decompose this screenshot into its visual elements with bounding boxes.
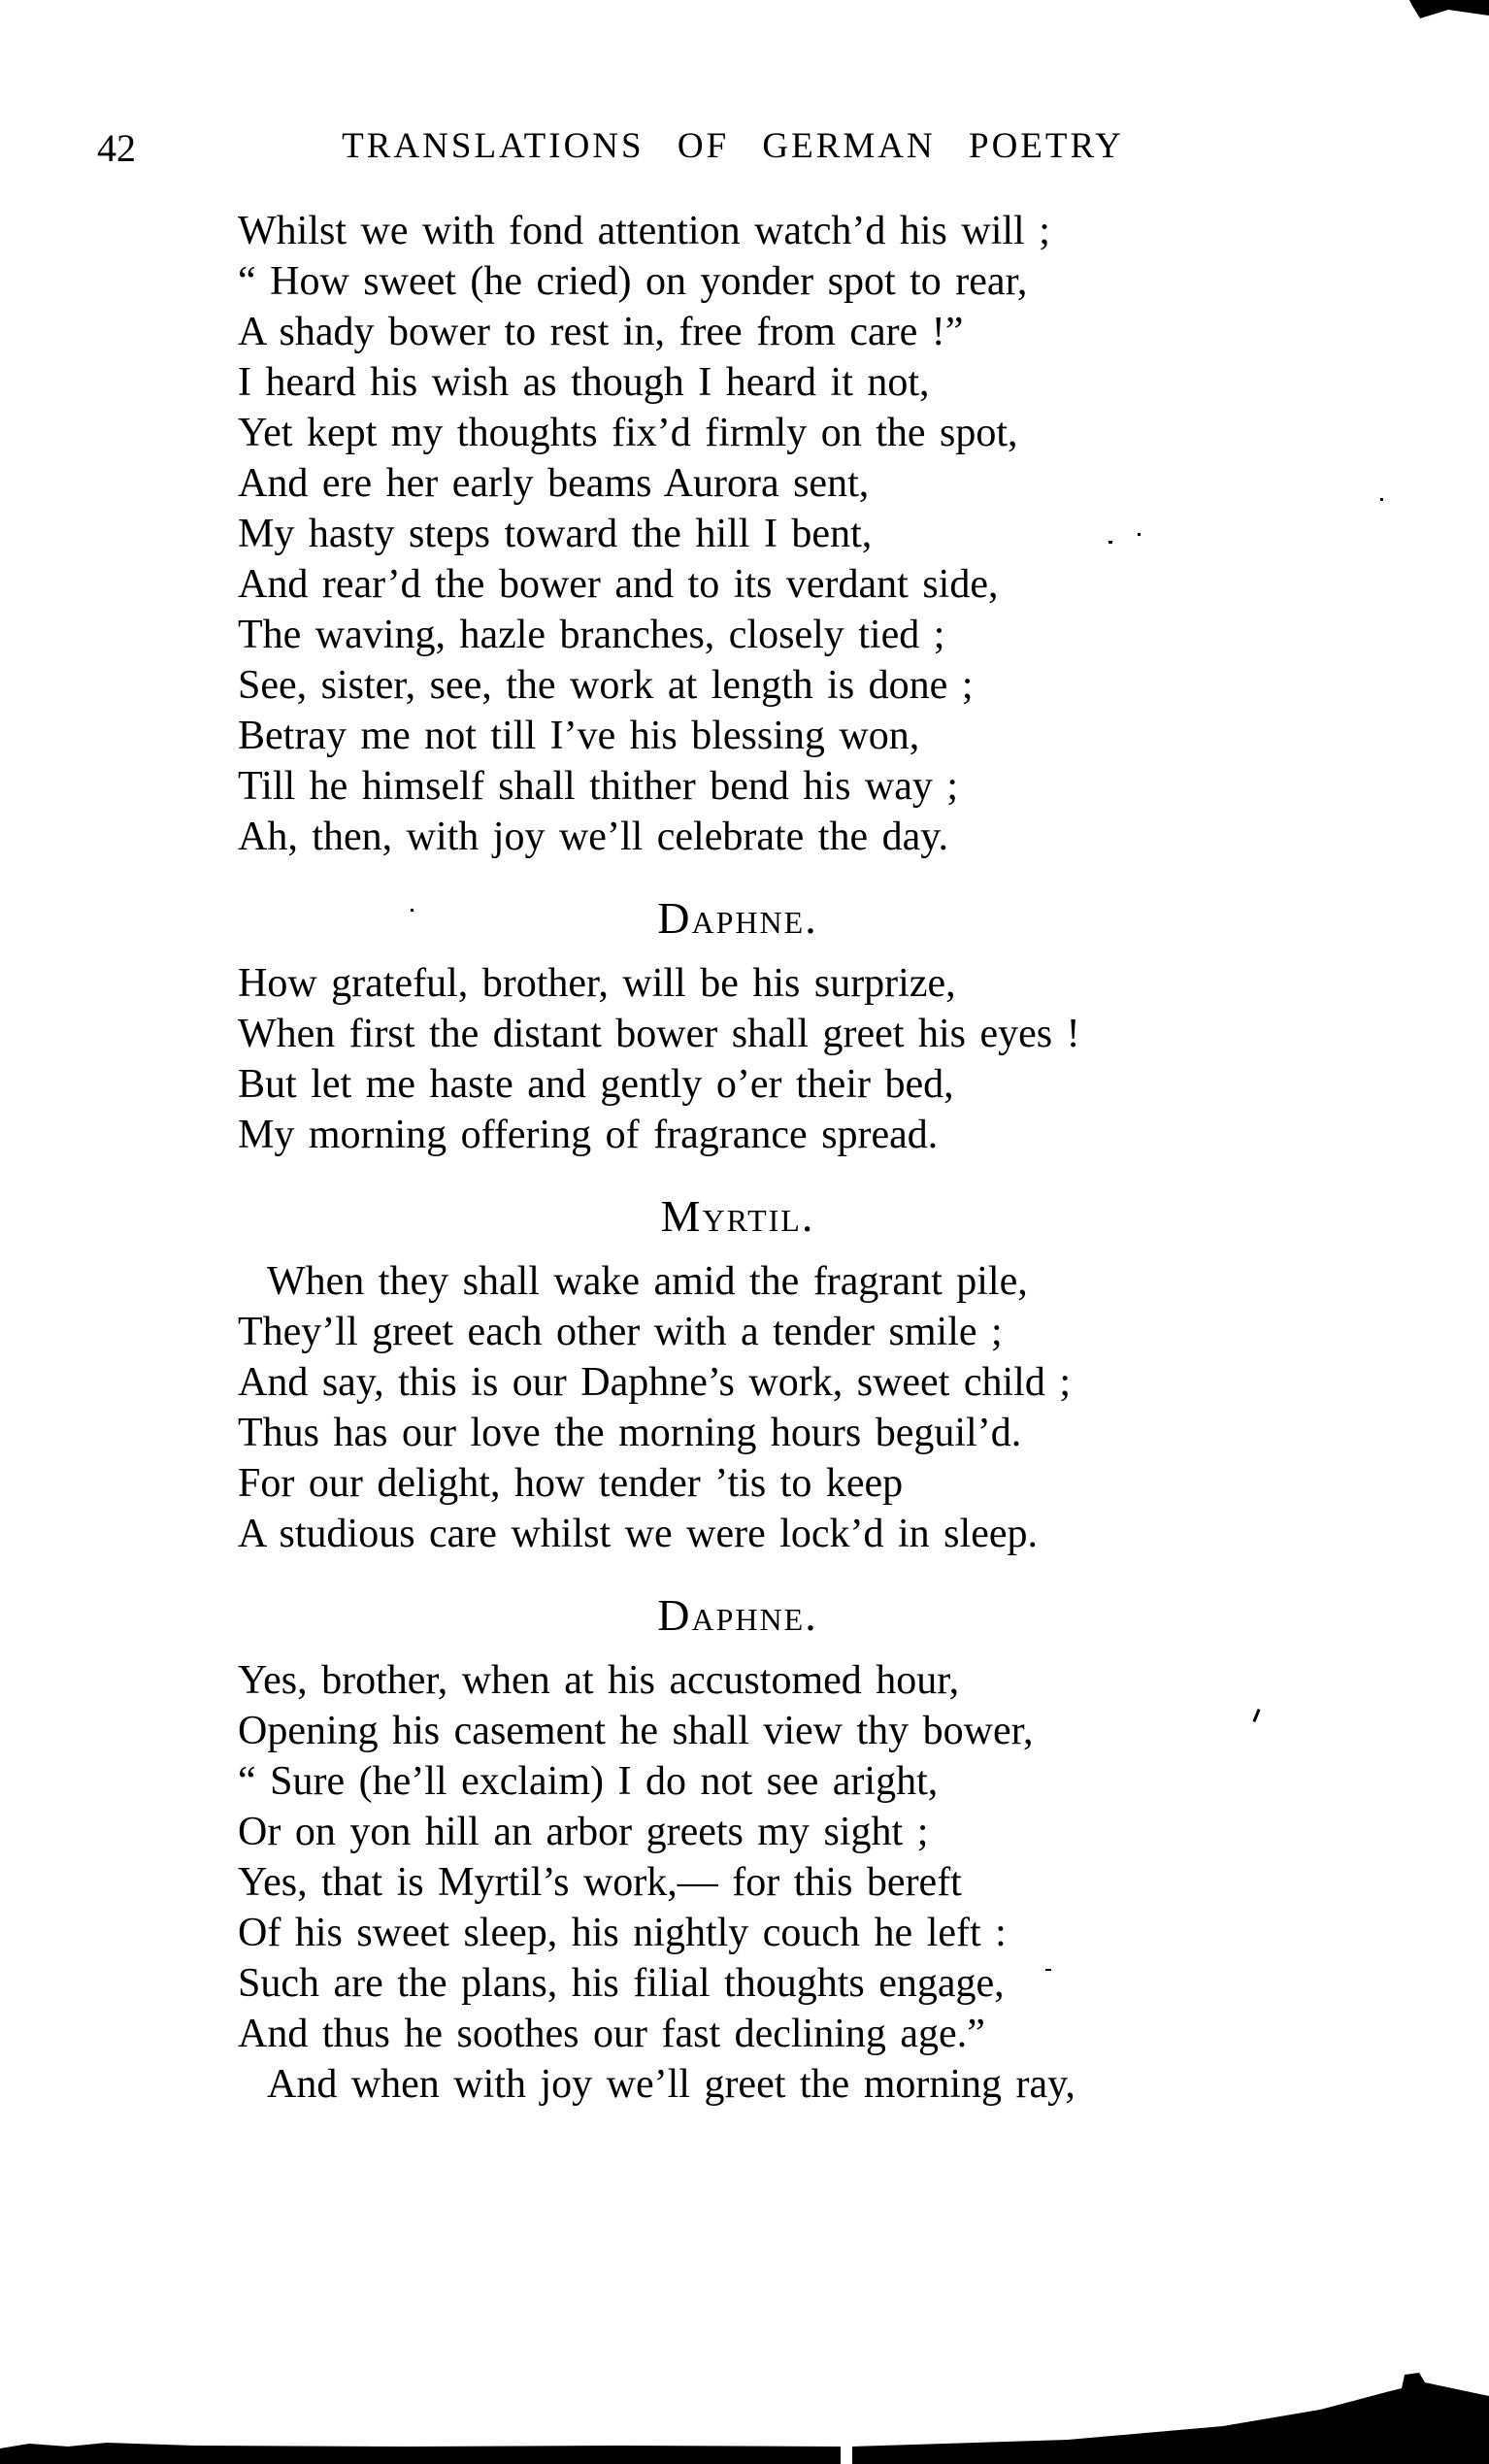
scan-speck bbox=[1045, 1969, 1051, 1971]
verse-line: When they shall wake amid the fragrant pile, bbox=[267, 1259, 1028, 1304]
verse-line: And say, this is our Daphne’s work, sweet child ; bbox=[238, 1360, 1071, 1405]
verse-line: I heard his wish as though I heard it not, bbox=[238, 360, 930, 405]
verse-line: Till he himself shall thither bend his way ; bbox=[238, 764, 959, 809]
stanza bbox=[238, 958, 1160, 1160]
verse-line: Whilst we with fond attention watch’d his will ; bbox=[238, 209, 1050, 253]
scan-speck-slash bbox=[1252, 1709, 1260, 1722]
verse-line: See, sister, see, the work at length is done ; bbox=[238, 663, 974, 708]
verse-line: And ere her early beams Aurora sent, bbox=[238, 461, 870, 506]
verse-line: Of his sweet sleep, his nightly couch he left : bbox=[238, 1911, 1007, 1955]
verse-line: Opening his casement he shall view thy bower, bbox=[238, 1709, 1034, 1753]
verse-line: But let me haste and gently o’er their bed, bbox=[238, 1062, 954, 1107]
scan-speck bbox=[1138, 533, 1141, 536]
speaker-heading: Daphne. bbox=[657, 1590, 818, 1640]
verse-line: How grateful, brother, will be his surprize, bbox=[238, 961, 956, 1006]
page-number: 42 bbox=[97, 126, 136, 170]
verse-line: For our delight, how tender ’tis to keep bbox=[238, 1461, 904, 1506]
scan-artifact-bottom-curl bbox=[852, 2373, 1489, 2464]
scan-speck bbox=[1380, 498, 1383, 501]
verse-line: “ Sure (he’ll exclaim) I do not see aright, bbox=[238, 1759, 939, 1804]
verse-line: Yes, that is Myrtil’s work,— for this bereft bbox=[238, 1860, 962, 1905]
verse-line: Such are the plans, his filial thoughts engage, bbox=[238, 1961, 1005, 2006]
scan-artifact-corner-top-right bbox=[1409, 0, 1489, 18]
verse-line: Thus has our love the morning hours beguil’d. bbox=[238, 1411, 1022, 1455]
scan-speck bbox=[1108, 541, 1112, 544]
verse-line: “ How sweet (he cried) on yonder spot to rear, bbox=[238, 259, 1028, 304]
verse-line: The waving, hazle branches, closely tied ; bbox=[238, 613, 945, 657]
speaker-heading: Myrtil. bbox=[660, 1191, 815, 1241]
stanza bbox=[238, 1655, 1160, 2110]
verse-line: Yet kept my thoughts fix’d firmly on the spot, bbox=[238, 411, 1018, 455]
verse-line: Ah, then, with joy we’ll celebrate the day. bbox=[238, 815, 949, 859]
verse-line: When first the distant bower shall greet his eyes ! bbox=[238, 1012, 1080, 1056]
verse-line: Yes, brother, when at his accustomed hour, bbox=[238, 1658, 960, 1703]
stanza bbox=[238, 1256, 1160, 1559]
scan-speck bbox=[411, 909, 414, 912]
verse-line: My hasty steps toward the hill I bent, bbox=[238, 512, 873, 556]
verse-line: And thus he soothes our fast declining age.” bbox=[238, 2012, 985, 2056]
page-header bbox=[0, 126, 1489, 175]
stanza bbox=[238, 206, 1160, 862]
poem-body bbox=[238, 206, 1160, 2110]
verse-line: My morning offering of fragrance spread. bbox=[238, 1113, 939, 1157]
running-title: TRANSLATIONS OF GERMAN POETRY bbox=[342, 126, 1124, 166]
verse-line: Or on yon hill an arbor greets my sight ; bbox=[238, 1810, 929, 1854]
verse-line: And rear’d the bower and to its verdant side, bbox=[238, 562, 999, 607]
verse-line: They’ll greet each other with a tender smile ; bbox=[238, 1310, 1003, 1354]
verse-line: And when with joy we’ll greet the morning ray, bbox=[267, 2062, 1075, 2107]
verse-line: A studious care whilst we were lock’d in sleep. bbox=[238, 1512, 1038, 1556]
scan-artifact-bottom-band bbox=[0, 2443, 841, 2464]
verse-line: Betray me not till I’ve his blessing won, bbox=[238, 714, 920, 758]
speaker-heading: Daphne. bbox=[657, 893, 818, 943]
verse-line: A shady bower to rest in, free from care !” bbox=[238, 310, 964, 354]
